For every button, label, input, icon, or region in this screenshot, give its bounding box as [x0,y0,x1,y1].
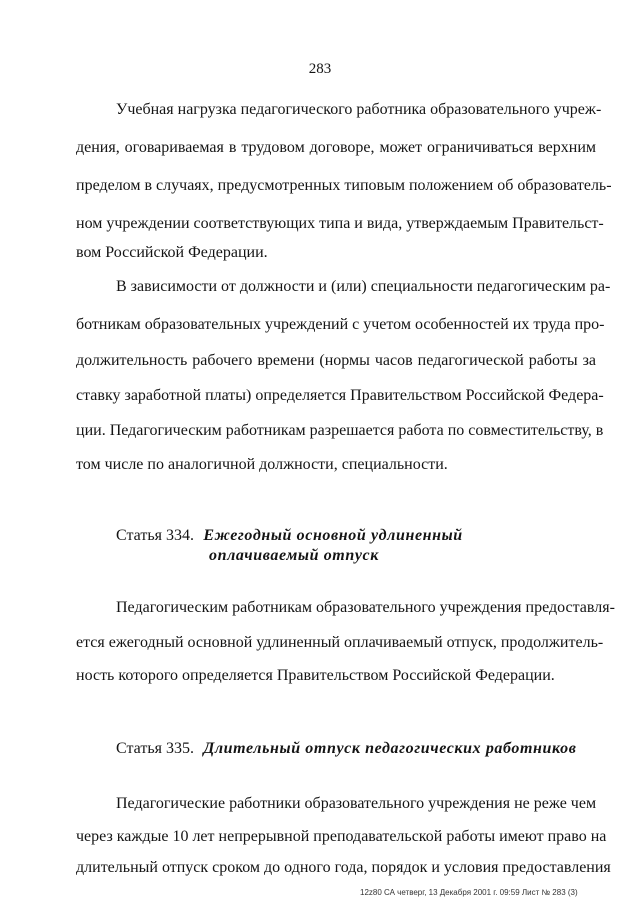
paragraph-line: вом Российской Федерации. [76,244,268,261]
paragraph-line: через каждые 10 лет непрерывной преподавательской работы имеют право на [76,828,607,845]
article-335-heading [116,739,576,758]
print-footer: 12z80 СА четверг, 13 Декабря 2001 г. 09:59 Лист № 283 (3) [360,888,578,897]
paragraph-line: В зависимости от должности и (или) специальности педагогическим ра- [116,278,611,295]
paragraph-line: пределом в случаях, предусмотренных типовым положением об образователь- [76,177,612,194]
paragraph-line: ции. Педагогическим работникам разрешается работа по совместительству, в [76,422,604,439]
article-number: Статья 334. [116,527,194,544]
article-title: Ежегодный основной удлиненный [203,527,463,544]
paragraph-line: Педагогическим работникам образовательного учреждения предоставля- [116,599,615,616]
paragraph-line: ется ежегодный основной удлиненный оплачиваемый отпуск, продолжитель- [76,634,604,651]
paragraph-line: Учебная нагрузка педагогического работника образовательного учреж- [116,101,602,118]
paragraph-line: дения, оговариваемая в трудовом договоре, может ограничиваться верхним [76,139,596,156]
paragraph-line: Педагогические работники образовательного учреждения не реже чем [116,795,597,812]
article-334-heading-line2 [209,546,379,565]
paragraph-line: ботникам образовательных учреждений с учетом особенностей их труда про- [76,316,605,333]
paragraph-line: ном учреждении соответствующих типа и вида, утверждаемым Правительст- [76,215,604,232]
article-title-continued: оплачиваемый отпуск [209,547,379,564]
paragraph-line: должительность рабочего времени (нормы часов педагогической работы за [76,352,596,369]
article-title: Длительный отпуск педагогических работников [203,740,577,757]
article-number: Статья 335. [116,740,194,757]
paragraph-line: длительный отпуск сроком до одного года, порядок и условия предоставления [76,859,611,876]
paragraph-line: ность которого определяется Правительством Российской Федерации. [76,667,555,684]
page-number: 283 [308,61,332,77]
paragraph-line: том числе по аналогичной должности, специальности. [76,456,448,473]
paragraph-line: ставку заработной платы) определяется Правительством Российской Федера- [76,387,604,404]
article-334-heading [116,526,463,545]
